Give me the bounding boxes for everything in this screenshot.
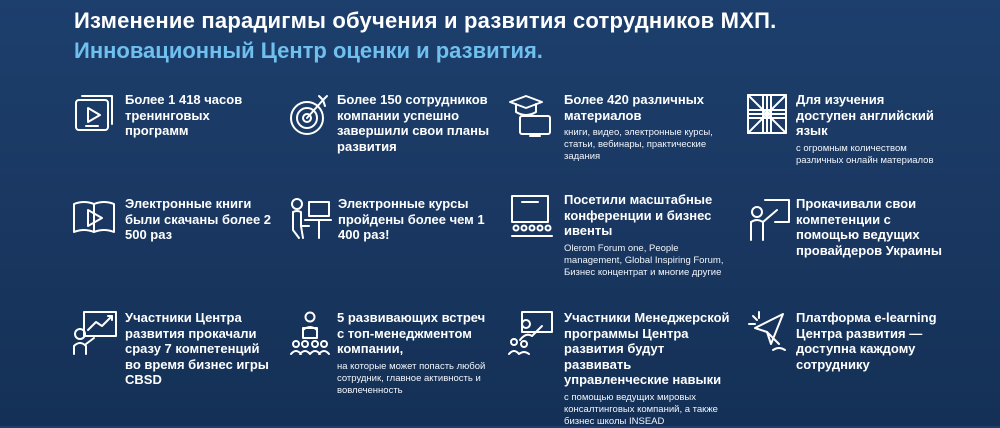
growth-chart-person-icon <box>72 310 118 356</box>
card-main-text: Участники Центра развития прокачали сразу 7 компетенций во время бизнес игры CBSD <box>125 310 269 387</box>
mentor-team-icon <box>508 310 554 356</box>
card-sub-text: книги, видео, электронные курсы, статьи, вебинары, практические задания <box>564 127 713 162</box>
card-main-text: Более 150 сотрудников компании успешно завершили свои планы развития <box>337 92 490 154</box>
card-main-text: Более 1 418 часов тренинговых программ <box>125 92 243 138</box>
page-subtitle: Инновационный Центр оценки и развития. <box>74 38 543 63</box>
conference-screen-icon <box>508 192 554 238</box>
card-main-text: Для изучения доступен английский язык <box>796 92 934 138</box>
uk-flag-icon <box>745 92 791 138</box>
card-main-text: Более 420 различных материалов <box>564 92 705 123</box>
ebook-play-icon <box>72 196 118 242</box>
target-icon <box>287 92 333 138</box>
card-main-text: Платформа e-learning Центра развития — доступна каждому сотруднику <box>796 310 937 372</box>
card-sub-text: с помощью ведущих мировых консалтинговых компаний, а также бизнес школы INSEAD <box>564 391 718 427</box>
card-main-text: Прокачивали свои компетенции с помощью ведущих провайдеров Украины <box>796 196 942 258</box>
person-laptop-icon <box>287 196 333 242</box>
presenter-board-icon <box>745 196 791 242</box>
video-play-icon <box>72 92 118 138</box>
cursor-click-icon <box>745 310 791 356</box>
card-sub-text: на которые может попасть любой сотрудник, главное активность и вовлеченность <box>337 360 486 396</box>
card-main-text: Участники Менеджерской программы Центра развития будут развивать управленческие навыки <box>564 310 730 387</box>
card-main-text: 5 развивающих встреч с топ-менеджментом компании, <box>337 310 486 356</box>
card-main-text: Посетили масштабные конференции и бизнес ивенты <box>564 192 713 238</box>
graduation-computer-icon <box>508 92 554 138</box>
card-main-text: Электронные курсы пройдены более чем 1 400 раз! <box>338 196 485 242</box>
speaker-audience-icon <box>287 310 333 356</box>
card-main-text: Электронные книги были скачаны более 2 500 раз <box>125 196 272 242</box>
page-title: Изменение парадигмы обучения и развития сотрудников МХП. <box>74 8 777 33</box>
card-sub-text: с огромным количеством различных онлайн материалов <box>796 142 934 166</box>
card-sub-text: Olerom Forum one, People management, Global Inspiring Forum, Бизнес концентрат и многие другие <box>564 242 724 278</box>
